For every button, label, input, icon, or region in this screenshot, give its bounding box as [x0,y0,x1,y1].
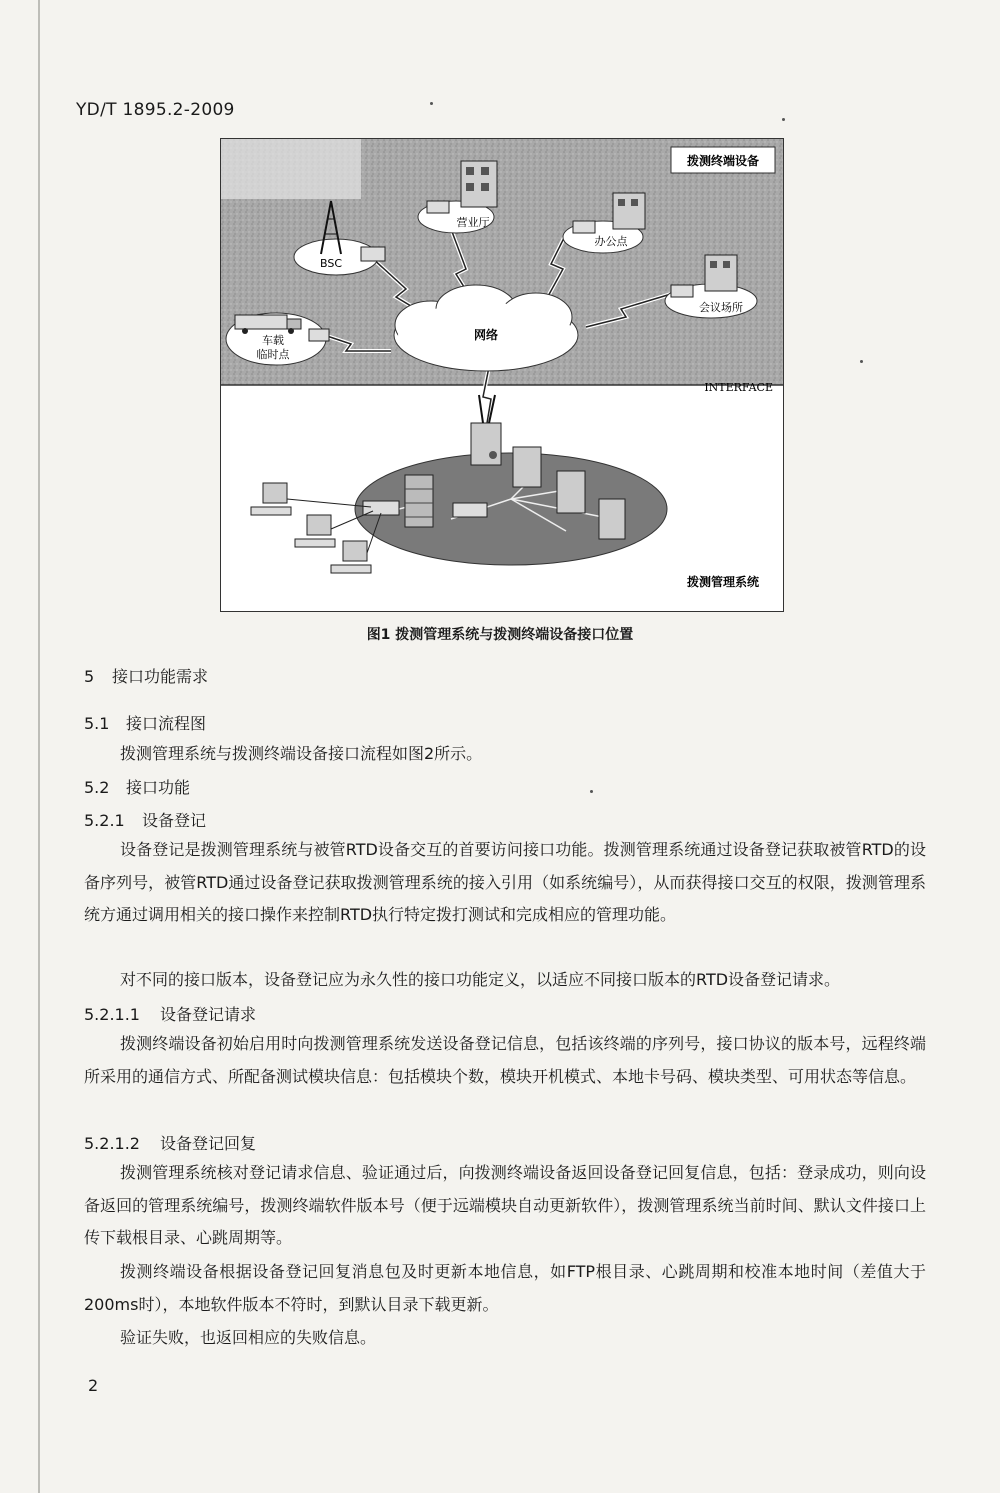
section-5-1-heading: 5.1 接口流程图 [84,714,207,733]
scan-speck [590,790,593,793]
scan-speck [782,118,785,121]
section-5-2-1-heading: 5.2.1 设备登记 [84,811,207,830]
bsc-label: BSC [319,257,343,270]
section-5-2-1-2-paragraph-1: 拨测管理系统核对登记请求信息、验证通过后，向拨测终端设备返回设备登记回复信息，包括：登录成功，则向设备返回的管理系统编号，拨测终端软件版本号（便于远端模块自动更新软件），拨测管理系统当前时间、默认文件接口上传下载根目录、心跳周期等。 [84,1163,926,1247]
section-5-1-text: 拨测管理系统与拨测终端设备接口流程如图2所示。 [120,744,483,763]
vehicle-label-line1: 车载 [262,334,284,347]
scan-speck [860,360,863,363]
network-label: 网络 [473,328,499,342]
section-5-2-1-paragraph-1: 设备登记是拨测管理系统与被管RTD设备交互的首要访问接口功能。拨测管理系统通过设备登记获取被管RTD的设备序列号，被管RTD通过设备登记获取拨测管理系统的接入引用（如系统编号），从而获得接口交互的权限，拨测管理系统方通过调用相关的接口操作来控制RTD执行特定拨打测试和完成相应的管理功能。 [84,840,926,924]
scan-speck [430,102,433,105]
section-5-2-1-1-paragraph: 拨测终端设备初始启用时向拨测管理系统发送设备登记信息，包括该终端的序列号，接口协议的版本号，远程终端所采用的通信方式、所配备测试模块信息：包括模块个数，模块开机模式、本地卡号码、模块类型、可用状态等信息。 [84,1034,926,1086]
section-5-2-heading: 5.2 接口功能 [84,778,191,797]
terminal-region-label: 拨测终端设备 [686,154,760,168]
meeting-label: 会议场所 [699,301,743,314]
section-5-heading: 5 接口功能需求 [84,667,209,686]
business-hall-label: 营业厅 [456,216,490,229]
network-diagram [221,139,783,611]
section-5-2-1-paragraph-2: 对不同的接口版本，设备登记应为永久性的接口功能定义，以适应不同接口版本的RTD设备登记请求。 [120,970,841,989]
system-region-label: 拨测管理系统 [686,575,760,589]
figure-caption: 图1 拨测管理系统与拨测终端设备接口位置 [366,627,634,643]
section-5-2-1-1-heading: 5.2.1.1 设备登记请求 [84,1005,257,1024]
page-number: 2 [88,1376,99,1395]
standard-code: YD/T 1895.2-2009 [76,100,235,120]
figure-1 [220,138,784,612]
section-5-2-1-2-paragraph-2: 拨测终端设备根据设备登记回复消息包及时更新本地信息，如FTP根目录、心跳周期和校准本地时间（差值大于200ms时），本地软件版本不符时，到默认目录下载更新。 [84,1262,926,1314]
interface-label: INTERFACE [704,381,773,394]
firewall-icon [405,475,433,527]
vehicle-label-line2: 临时点 [256,348,290,361]
office-label: 办公点 [594,235,628,248]
section-5-2-1-2-paragraph-3: 验证失败，也返回相应的失败信息。 [120,1328,377,1347]
section-5-2-1-2-heading: 5.2.1.2 设备登记回复 [84,1134,257,1153]
scan-binding-edge [38,0,40,1493]
